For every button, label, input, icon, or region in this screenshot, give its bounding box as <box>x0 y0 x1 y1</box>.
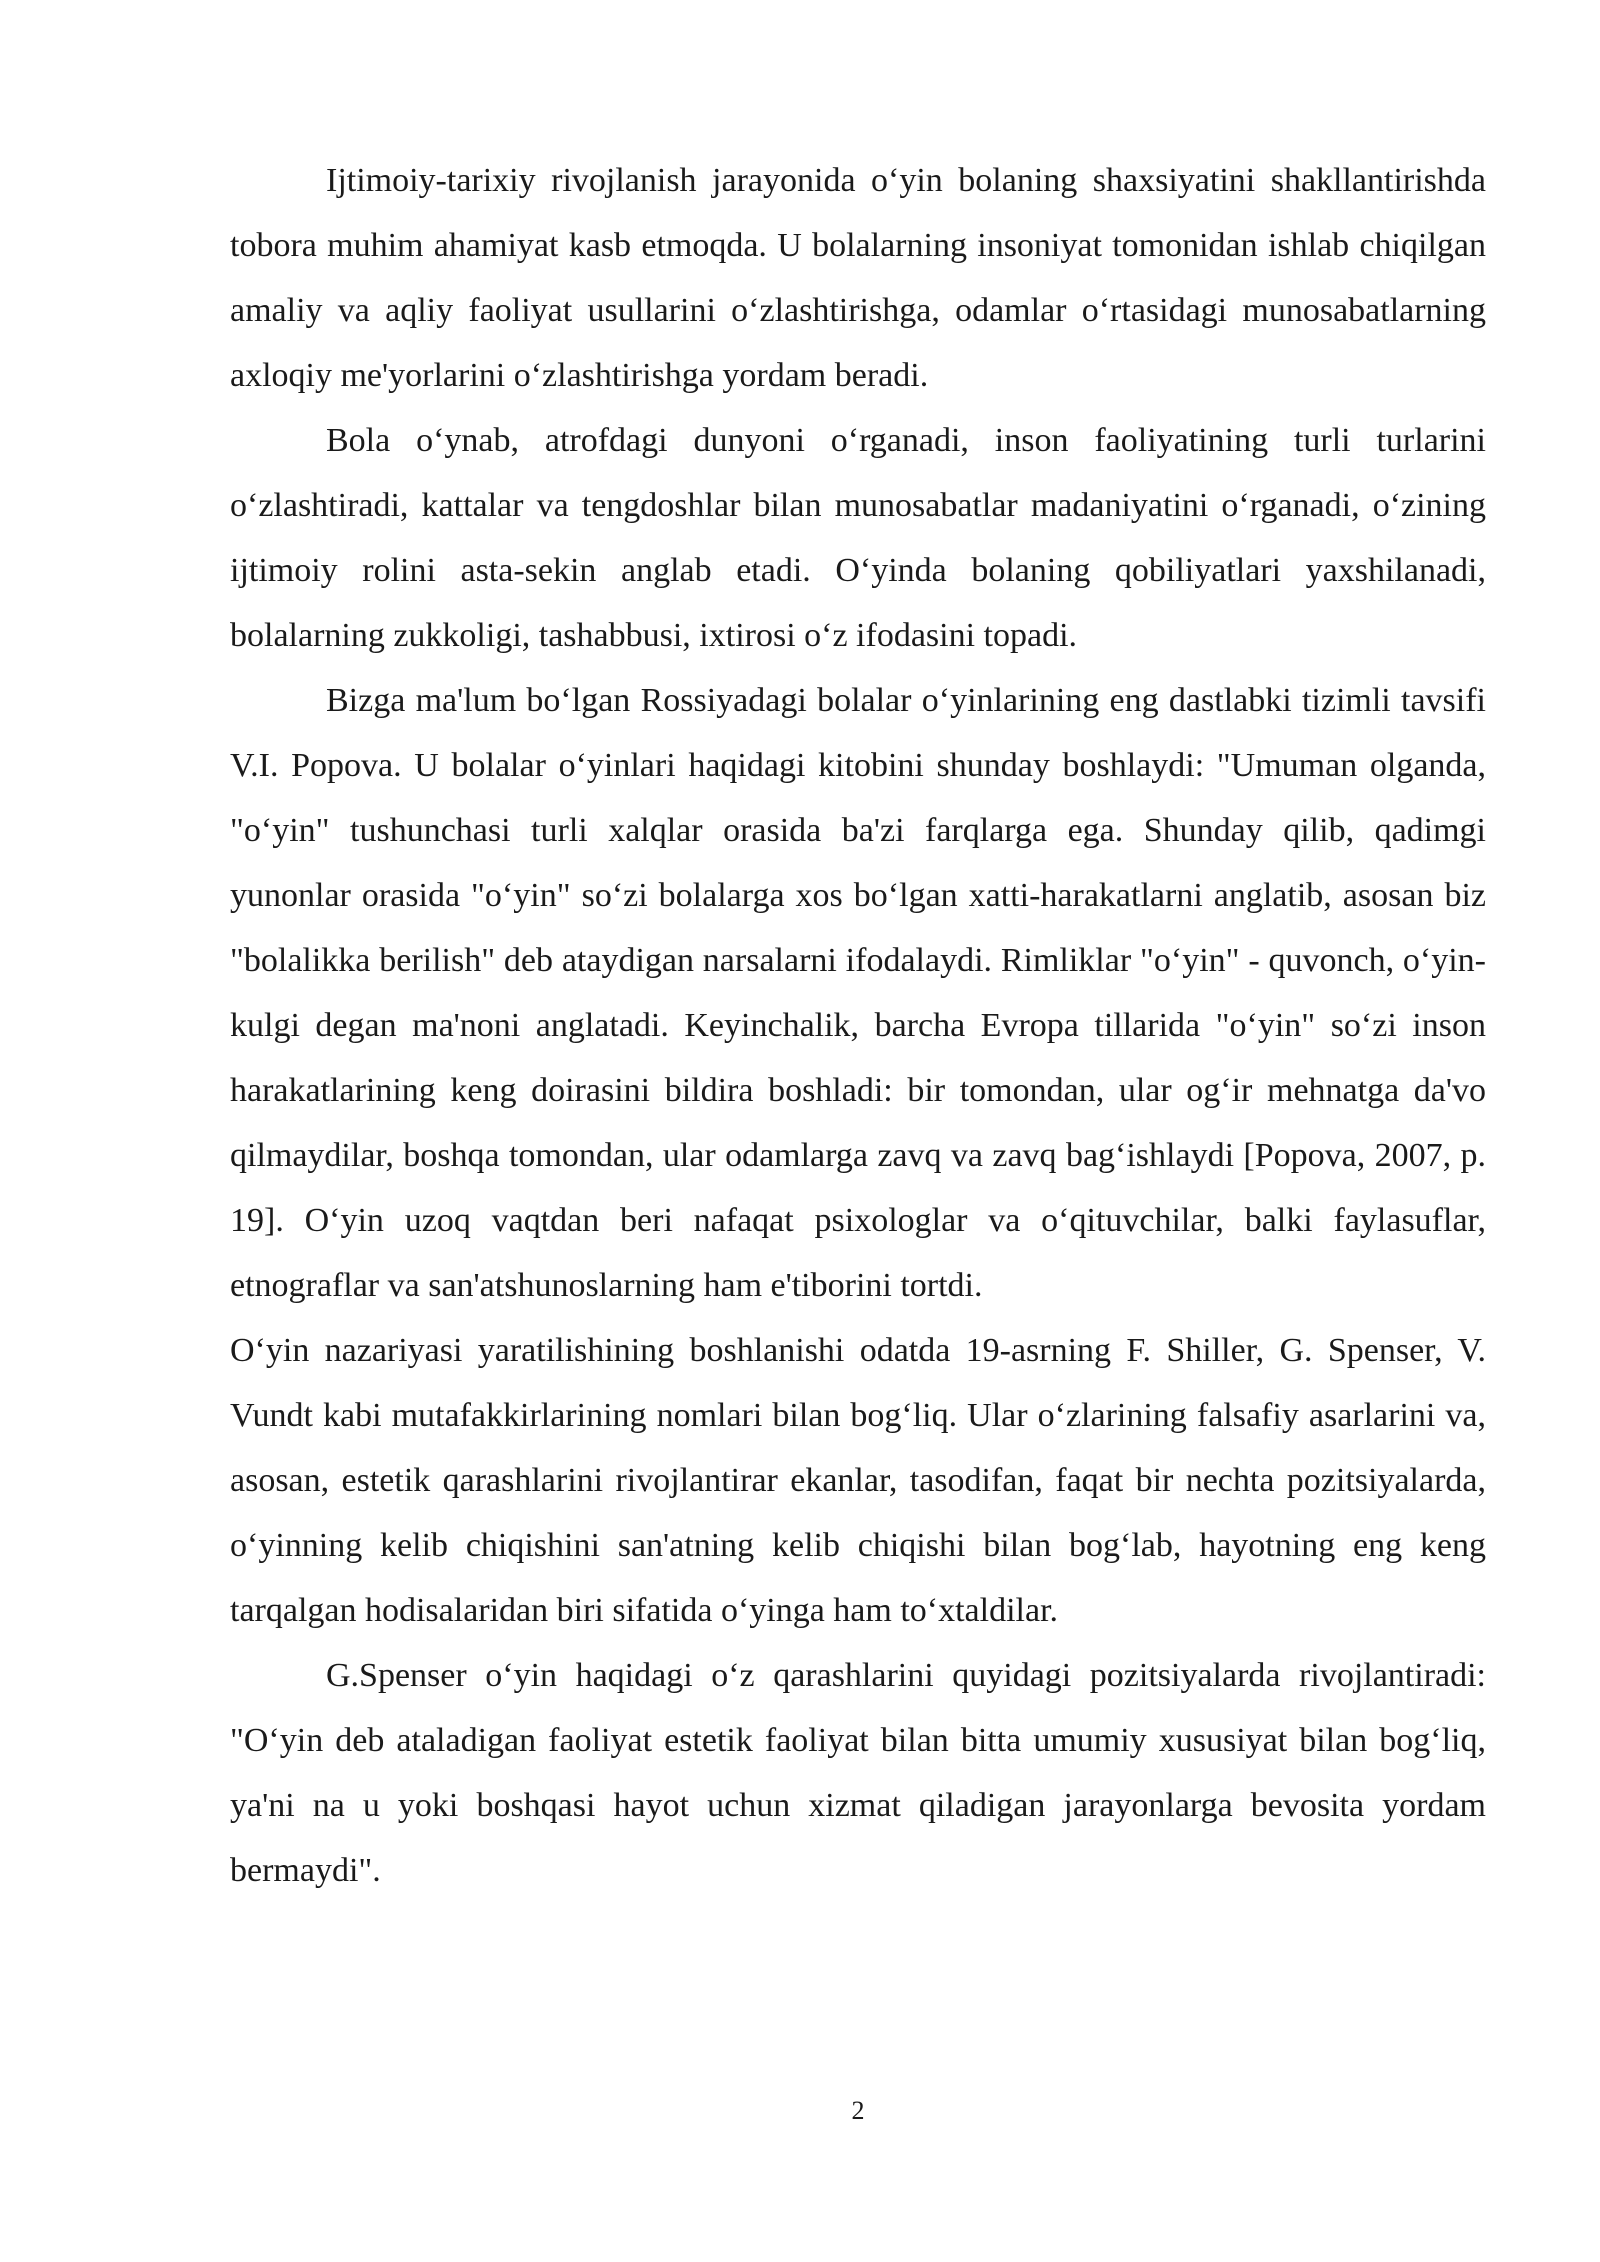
page-number: 2 <box>851 2096 865 2125</box>
paragraph-2: Bola o‘ynab, atrofdagi dunyoni o‘rganadi, inson faoliyatining turli turlarini o‘zlashtiradi, kattalar va tengdoshlar bilan munosabatlar madaniyatini o‘rganadi, o‘zining ijtimoiy rolini asta-sekin anglab etadi. O‘yinda bolaning qobiliyatlari yaxshilanadi, bolalarning zukkoligi, tashabbusi, ixtirosi o‘z ifodasini topadi. <box>230 422 1486 654</box>
paragraph-5: G.Spenser o‘yin haqidagi o‘z qarashlarini quyidagi pozitsiyalarda rivojlantiradi: "O‘yin deb ataladigan faoliyat estetik faoliyat bilan bitta umumiy xususiyat bilan bog‘liq, ya'ni na u yoki boshqasi hayot uchun xizmat qiladigan jarayonlarga bevosita yordam bermaydi". <box>230 1657 1486 1889</box>
paragraph-4: O‘yin nazariyasi yaratilishining boshlanishi odatda 19-asrning F. Shiller, G. Spenser, V. Vundt kabi mutafakkirlarining nomlari bilan bog‘liq. Ular o‘zlarining falsafiy asarlarini va, asosan, estetik qarashlarini rivojlantirar ekanlar, tasodifan, faqat bir nechta pozitsiyalarda, o‘yinning kelib chiqishini san'atning kelib chiqishi bilan bog‘lab, hayotning eng keng tarqalgan hodisalaridan biri sifatida o‘yinga ham to‘xtaldilar. <box>230 1332 1486 1629</box>
paragraph-1: Ijtimoiy-tarixiy rivojlanish jarayonida o‘yin bolaning shaxsiyatini shakllantirishda tobora muhim ahamiyat kasb etmoqda. U bolalarning insoniyat tomonidan ishlab chiqilgan amaliy va aqliy faoliyat usullarini o‘zlashtirishga, odamlar o‘rtasidagi munosabatlarning axloqiy me'yorlarini o‘zlashtirishga yordam beradi. <box>230 162 1486 394</box>
body-text <box>230 148 1486 1903</box>
paragraph-3: Bizga ma'lum bo‘lgan Rossiyadagi bolalar o‘yinlarining eng dastlabki tizimli tavsifi V.I. Popova. U bolalar o‘yinlari haqidagi kitobini shunday boshlaydi: "Umuman olganda, "o‘yin" tushunchasi turli xalqlar orasida ba'zi farqlarga ega. Shunday qilib, qadimgi yunonlar orasida "o‘yin" so‘zi bolalarga xos bo‘lgan xatti-harakatlarni anglatib, asosan biz "bolalikka berilish" deb ataydigan narsalarni ifodalaydi. Rimliklar "o‘yin" - quvonch, o‘yin-kulgi degan ma'noni anglatadi. Keyinchalik, barcha Evropa tillarida "o‘yin" so‘zi inson harakatlarining keng doirasini bildira boshladi: bir tomondan, ular og‘ir mehnatga da'vo qilmaydilar, boshqa tomondan, ular odamlarga zavq va zavq bag‘ishlaydi [Popova, 2007, p. 19]. O‘yin uzoq vaqtdan beri nafaqat psixologlar va o‘qituvchilar, balki faylasuflar, etnograflar va san'atshunoslarning ham e'tiborini tortdi. <box>230 682 1486 1304</box>
